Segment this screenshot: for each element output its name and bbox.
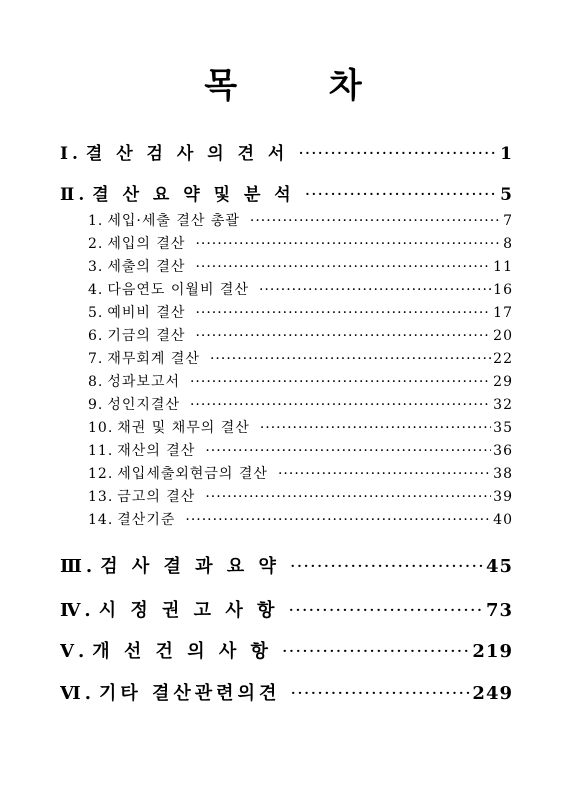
toc-section-3[interactable] <box>60 552 513 578</box>
toc-section-2[interactable] <box>60 180 513 205</box>
leader-dots <box>260 420 491 436</box>
toc-section-label: 기타 결산관련의견 <box>98 683 281 704</box>
toc-page-number: 38 <box>493 466 513 482</box>
toc-item-label: 다음연도 이월비 결산 <box>107 282 249 298</box>
toc-item[interactable] <box>88 325 513 345</box>
toc-item-label: 금고의 결산 <box>117 489 196 505</box>
toc-page-number: 11 <box>493 259 513 275</box>
toc-page-number: 39 <box>493 489 513 505</box>
leader-dots <box>305 185 498 205</box>
toc-page-number: 32 <box>493 397 513 413</box>
toc-item-label: 세입세출외현금의 결산 <box>117 466 268 482</box>
leader-dots <box>205 489 491 505</box>
toc-item-label: 세입의 결산 <box>107 236 186 252</box>
toc-item-label: 채권 및 채무의 결산 <box>117 420 250 436</box>
leader-dots <box>250 213 501 229</box>
toc-page-number: 40 <box>493 512 513 528</box>
leader-dots <box>298 144 498 164</box>
toc-section-number: Ⅱ. <box>60 185 89 205</box>
toc-section-label: 시 정 권 고 사 항 <box>98 600 279 621</box>
toc-page-number: 20 <box>493 328 513 344</box>
toc-page-number: 35 <box>493 420 513 436</box>
toc-page-number: 1 <box>500 144 513 164</box>
toc-item[interactable] <box>88 302 513 322</box>
toc-item-number: 6. <box>88 328 104 344</box>
toc-item-label: 성과보고서 <box>107 374 180 390</box>
toc-section-6[interactable] <box>60 679 513 705</box>
toc-section-label: 개 선 건 의 사 항 <box>92 641 272 662</box>
toc-item[interactable] <box>88 371 513 391</box>
toc-item-label: 세입·세출 결산 총괄 <box>107 213 240 229</box>
toc-item[interactable] <box>88 279 513 299</box>
toc-item[interactable] <box>88 440 513 460</box>
leader-dots <box>205 443 491 459</box>
toc-item-label: 성인지결산 <box>107 397 180 413</box>
toc-item-label: 재무회계 결산 <box>107 351 200 367</box>
leader-dots <box>195 328 491 344</box>
leader-dots <box>259 282 491 298</box>
toc-item-number: 12. <box>88 466 114 482</box>
toc-page-number: 22 <box>493 351 513 367</box>
toc-item[interactable] <box>88 394 513 414</box>
toc-page-number: 45 <box>485 556 513 577</box>
toc-item-number: 2. <box>88 236 104 252</box>
leader-dots <box>288 600 484 621</box>
leader-dots <box>278 466 491 482</box>
toc-item-label: 예비비 결산 <box>107 305 186 321</box>
toc-item[interactable] <box>88 210 513 230</box>
page-title: 목 차 <box>204 66 402 106</box>
leader-dots <box>282 641 471 662</box>
toc-item-label: 결산기준 <box>117 512 176 528</box>
toc-item-number: 9. <box>88 397 104 413</box>
toc-section-number: Ⅰ. <box>60 144 82 164</box>
toc-item[interactable] <box>88 348 513 368</box>
toc-item-number: 4. <box>88 282 104 298</box>
toc-page-number: 36 <box>493 443 513 459</box>
toc-item-number: 5. <box>88 305 104 321</box>
toc-page-number: 16 <box>493 282 513 298</box>
toc-item[interactable] <box>88 509 513 529</box>
toc-page-number: 73 <box>485 600 513 621</box>
toc-item[interactable] <box>88 233 513 253</box>
leader-dots <box>190 374 491 390</box>
leader-dots <box>195 305 491 321</box>
toc-section-label: 검 사 결 과 요 약 <box>100 556 280 577</box>
toc-section-5[interactable] <box>60 637 513 663</box>
toc-section-label: 결 산 요 약 및 분 석 <box>92 185 295 205</box>
toc-section-label: 결 산 검 사 의 견 서 <box>85 144 289 164</box>
toc-item-label: 재산의 결산 <box>117 443 196 459</box>
toc-page-number: 7 <box>503 213 513 229</box>
toc-section-number: Ⅲ. <box>60 556 97 577</box>
leader-dots <box>195 259 491 275</box>
toc-item-number: 14. <box>88 512 114 528</box>
toc-item-number: 3. <box>88 259 104 275</box>
toc-page-number: 29 <box>493 374 513 390</box>
toc-page-number: 219 <box>472 641 513 662</box>
toc-item-number: 13. <box>88 489 114 505</box>
leader-dots <box>290 556 484 577</box>
toc-page-number: 249 <box>472 683 513 704</box>
toc-item[interactable] <box>88 417 513 437</box>
toc-item-label: 세출의 결산 <box>107 259 186 275</box>
toc-section-number: Ⅴ. <box>60 641 89 662</box>
toc-page-number: 8 <box>503 236 513 252</box>
toc-page-number: 17 <box>493 305 513 321</box>
leader-dots <box>185 512 491 528</box>
toc-item-number: 11. <box>88 443 114 459</box>
toc-item-number: 10. <box>88 420 114 436</box>
toc-section-4[interactable] <box>60 596 513 622</box>
leader-dots <box>195 236 501 252</box>
leader-dots <box>290 683 470 704</box>
toc-item-number: 7. <box>88 351 104 367</box>
toc-item-number: 8. <box>88 374 104 390</box>
toc-section-number: Ⅳ. <box>60 600 95 621</box>
toc-item[interactable] <box>88 463 513 483</box>
toc-page-number: 5 <box>500 185 513 205</box>
toc-section-1[interactable] <box>60 139 513 164</box>
toc-item[interactable] <box>88 486 513 506</box>
toc-item-number: 1. <box>88 213 104 229</box>
leader-dots <box>210 351 491 367</box>
toc-item-label: 기금의 결산 <box>107 328 186 344</box>
leader-dots <box>190 397 491 413</box>
toc-item[interactable] <box>88 256 513 276</box>
toc-section-number: Ⅵ. <box>60 683 95 704</box>
